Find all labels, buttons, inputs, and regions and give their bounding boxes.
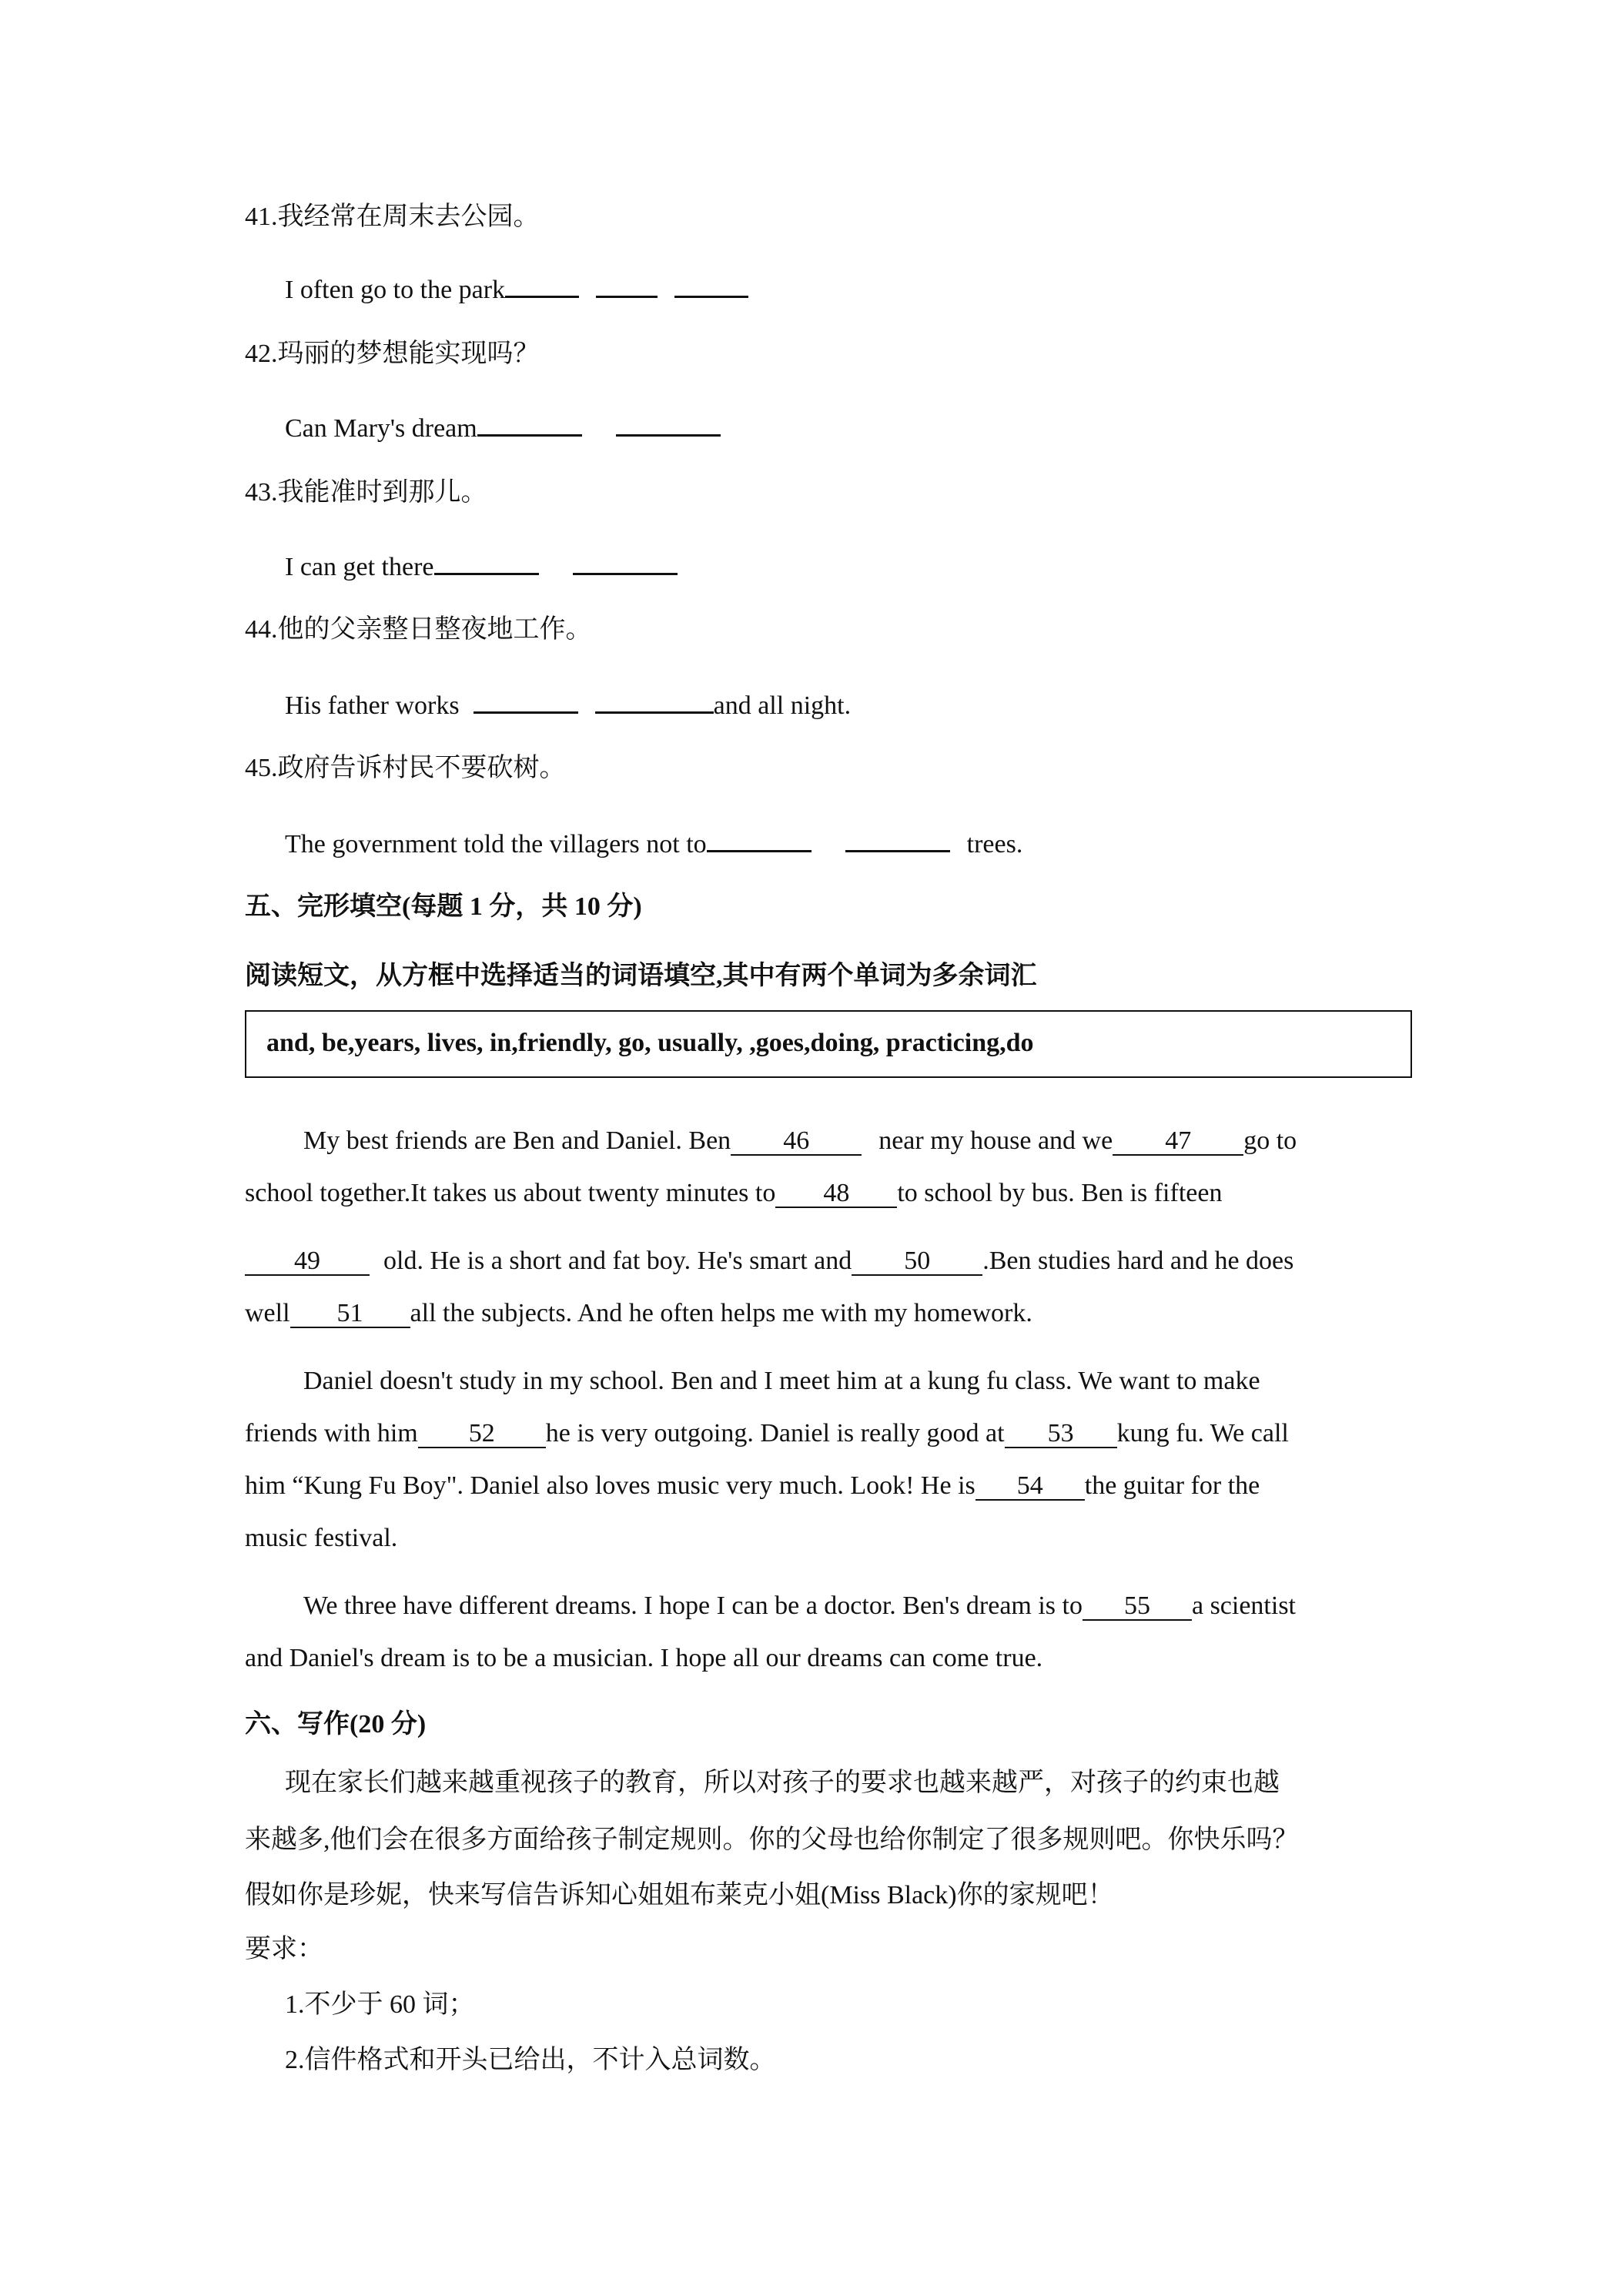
cloze-blank-48[interactable]: 48 [775, 1180, 897, 1208]
p1-line2 [245, 1178, 1222, 1209]
question-42-english [285, 410, 724, 444]
p2-line4: music festival. [245, 1524, 398, 1552]
p3-line1 [303, 1591, 1296, 1622]
answer-blank[interactable] [595, 687, 714, 714]
p1-text: My best friends are Ben and Daniel. Ben [303, 1126, 731, 1155]
p3-text: a scientist [1191, 1591, 1297, 1620]
answer-blank[interactable] [616, 410, 721, 437]
word-box-text: and, be,years, lives, in,friendly, go, usually, ,goes,doing, practicing,do [266, 1029, 1034, 1057]
section6-requirement-1: 1.不少于 60 词； [285, 1990, 475, 2019]
question-43-english [285, 548, 681, 583]
cloze-blank-54[interactable]: 54 [975, 1473, 1085, 1501]
p2-line3 [245, 1471, 1260, 1501]
answer-blank[interactable] [477, 410, 582, 437]
p1-text: school together.It takes us about twenty minutes to [245, 1179, 776, 1207]
answer-blank[interactable] [596, 271, 658, 298]
p1-line4 [245, 1298, 1032, 1329]
p1-line3 [245, 1246, 1293, 1277]
p3-line2: and Daniel's dream is to be a musician. I hope all our dreams can come true. [245, 1644, 1043, 1672]
p1-text: old. He is a short and fat boy. He's smart and [383, 1247, 852, 1275]
section5-title: 五、完形填空(每题 1 分，共 10 分) [245, 892, 642, 921]
word-box [245, 1010, 1412, 1078]
section6-line3: 假如你是珍妮，快来写信告诉知心姐姐布莱克小姐(Miss Black)你的家规吧！ [245, 1881, 1114, 1909]
question-45-tail: trees. [966, 830, 1023, 858]
p2-line1: Daniel doesn't study in my school. Ben and I meet him at a kung fu class. We want to make [303, 1367, 1260, 1395]
question-45-prompt: 45.政府告诉村民不要砍树。 [245, 754, 566, 782]
question-41-english [285, 271, 751, 306]
question-44-prompt: 44.他的父亲整日整夜地工作。 [245, 615, 592, 644]
question-45-text: The government told the villagers not to [285, 830, 707, 858]
p1-text: near my house and we [878, 1126, 1113, 1155]
answer-blank[interactable] [845, 825, 950, 852]
cloze-blank-46[interactable]: 46 [731, 1128, 862, 1156]
question-45-english [285, 825, 1022, 860]
question-41-prompt: 41.我经常在周末去公园。 [245, 202, 540, 231]
question-44-text: His father works [285, 691, 460, 720]
p2-text: friends with him [245, 1419, 418, 1448]
cloze-blank-55[interactable]: 55 [1083, 1593, 1192, 1621]
p2-text: him “Kung Fu Boy". Daniel also loves music very much. Look! He is [245, 1471, 975, 1500]
answer-blank[interactable] [674, 271, 748, 298]
question-44-english [285, 687, 851, 721]
question-42-prompt: 42.玛丽的梦想能实现吗？ [245, 340, 540, 368]
cloze-blank-51[interactable]: 51 [290, 1300, 410, 1328]
p2-line2 [245, 1418, 1289, 1449]
p1-text: to school by bus. Ben is fifteen [897, 1179, 1223, 1207]
question-42-text: Can Mary's dream [285, 414, 477, 443]
p1-text: go to [1243, 1126, 1297, 1155]
p1-line1 [303, 1126, 1297, 1156]
section6-title: 六、写作(20 分) [245, 1710, 427, 1739]
section6-line1: 现在家长们越来越重视孩子的教育，所以对孩子的要求也越来越严，对孩子的约束也越 [285, 1769, 1280, 1797]
answer-blank[interactable] [434, 548, 539, 575]
question-41-text: I often go to the park [285, 276, 506, 304]
section5-instruction: 阅读短文，从方框中选择适当的词语填空,其中有两个单词为多余词汇 [245, 962, 1037, 990]
p2-text: kung fu. We call [1116, 1419, 1289, 1448]
cloze-blank-53[interactable]: 53 [1005, 1421, 1117, 1448]
section6-requirements-label: 要求： [245, 1935, 323, 1963]
question-43-prompt: 43.我能准时到那儿。 [245, 478, 487, 507]
answer-blank[interactable] [505, 271, 579, 298]
section6-requirement-2: 2.信件格式和开头已给出，不计入总词数。 [285, 2046, 776, 2074]
cloze-blank-49[interactable]: 49 [245, 1248, 370, 1276]
cloze-blank-52[interactable]: 52 [418, 1421, 546, 1448]
p1-text: all the subjects. And he often helps me with my homework. [410, 1299, 1032, 1327]
p2-text: the guitar for the [1084, 1471, 1260, 1500]
cloze-blank-50[interactable]: 50 [852, 1248, 982, 1276]
question-44-tail: and all night. [713, 691, 852, 720]
p3-text: We three have different dreams. I hope I can be a doctor. Ben's dream is to [303, 1591, 1083, 1620]
p1-text: .Ben studies hard and he does [982, 1247, 1294, 1275]
p1-text: well [245, 1299, 290, 1327]
p2-text: he is very outgoing. Daniel is really good at [545, 1419, 1005, 1448]
answer-blank[interactable] [707, 825, 812, 852]
question-43-text: I can get there [285, 553, 434, 581]
answer-blank[interactable] [573, 548, 678, 575]
section6-line2: 来越多,他们会在很多方面给孩子制定规则。你的父母也给你制定了很多规则吧。你快乐吗？ [245, 1826, 1299, 1854]
answer-blank[interactable] [474, 687, 578, 714]
cloze-blank-47[interactable]: 47 [1113, 1128, 1243, 1156]
